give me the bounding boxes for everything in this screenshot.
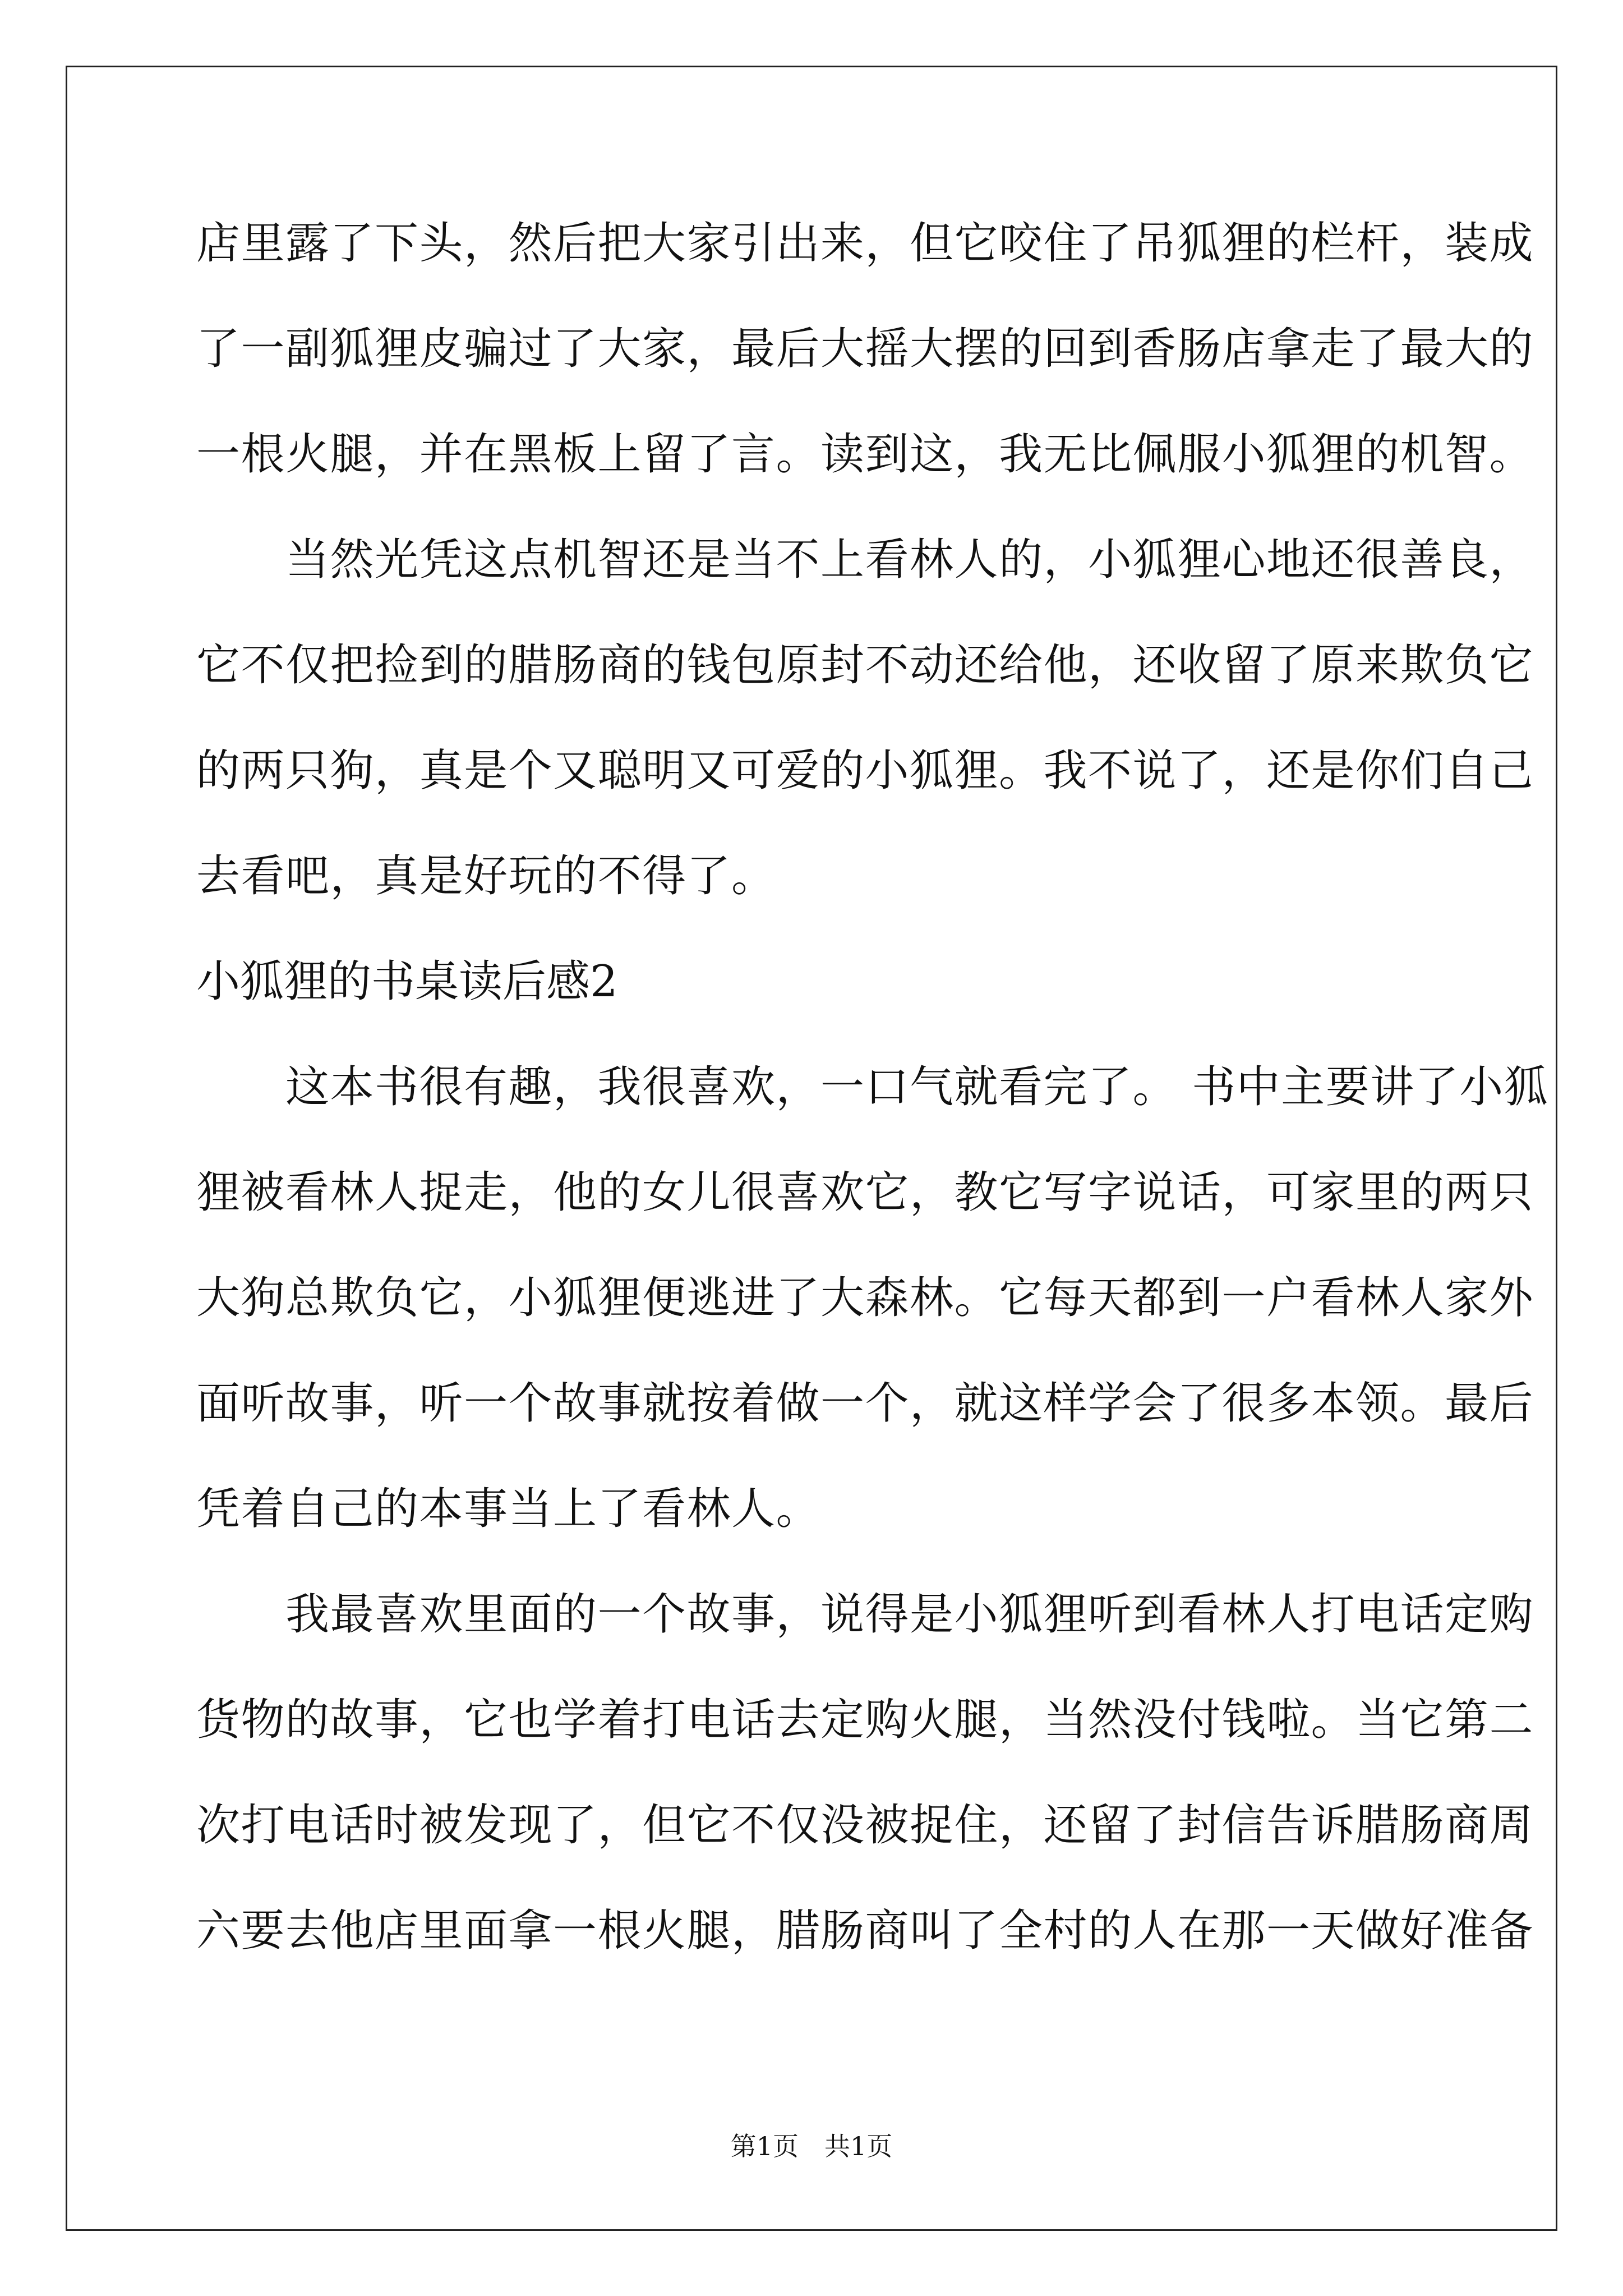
text-line: 一根火腿，并在黑板上留了言。读到这，我无比佩服小狐狸的机智。 <box>196 429 1534 480</box>
text-line: 货物的故事，它也学着打电话去定购火腿，当然没付钱啦。当它第二 <box>196 1695 1534 1745</box>
text-line: 次打电话时被发现了，但它不仅没被捉住，还留了封信告诉腊肠商周 <box>196 1800 1534 1851</box>
text-line: 六要去他店里面拿一根火腿，腊肠商叫了全村的人在那一天做好准备 <box>196 1906 1534 1956</box>
text-line: 凭着自己的本事当上了看林人。 <box>196 1484 821 1534</box>
text-line: 的两只狗，真是个又聪明又可爱的小狐狸。我不说了，还是你们自己 <box>196 746 1534 796</box>
section-heading: 小狐狸的书桌读后感2 <box>196 956 618 1007</box>
text-line: 这本书很有趣，我很喜欢，一口气就看完了。 书中主要讲了小狐 <box>196 1062 1549 1112</box>
text-line: 当然光凭这点机智还是当不上看林人的，小狐狸心地还很善良， <box>196 535 1534 585</box>
document-body <box>196 191 1549 1984</box>
page-number: 第1页 共1页 <box>730 2131 893 2161</box>
text-line: 我最喜欢里面的一个故事，说得是小狐狸听到看林人打电话定购 <box>196 1589 1534 1640</box>
text-line: 了一副狐狸皮骗过了大家，最后大摇大摆的回到香肠店拿走了最大的 <box>196 324 1534 374</box>
text-line: 大狗总欺负它，小狐狸便逃进了大森林。它每天都到一户看林人家外 <box>196 1273 1534 1323</box>
text-line: 店里露了下头，然后把大家引出来，但它咬住了吊狐狸的栏杆，装成 <box>196 218 1534 269</box>
text-line: 狸被看林人捉走，他的女儿很喜欢它，教它写字说话，可家里的两只 <box>196 1167 1534 1218</box>
text-line: 面听故事，听一个故事就按着做一个，就这样学会了很多本领。最后 <box>196 1378 1534 1429</box>
text-line: 去看吧，真是好玩的不得了。 <box>196 851 776 901</box>
text-line: 它不仅把捡到的腊肠商的钱包原封不动还给他，还收留了原来欺负它 <box>196 640 1534 691</box>
